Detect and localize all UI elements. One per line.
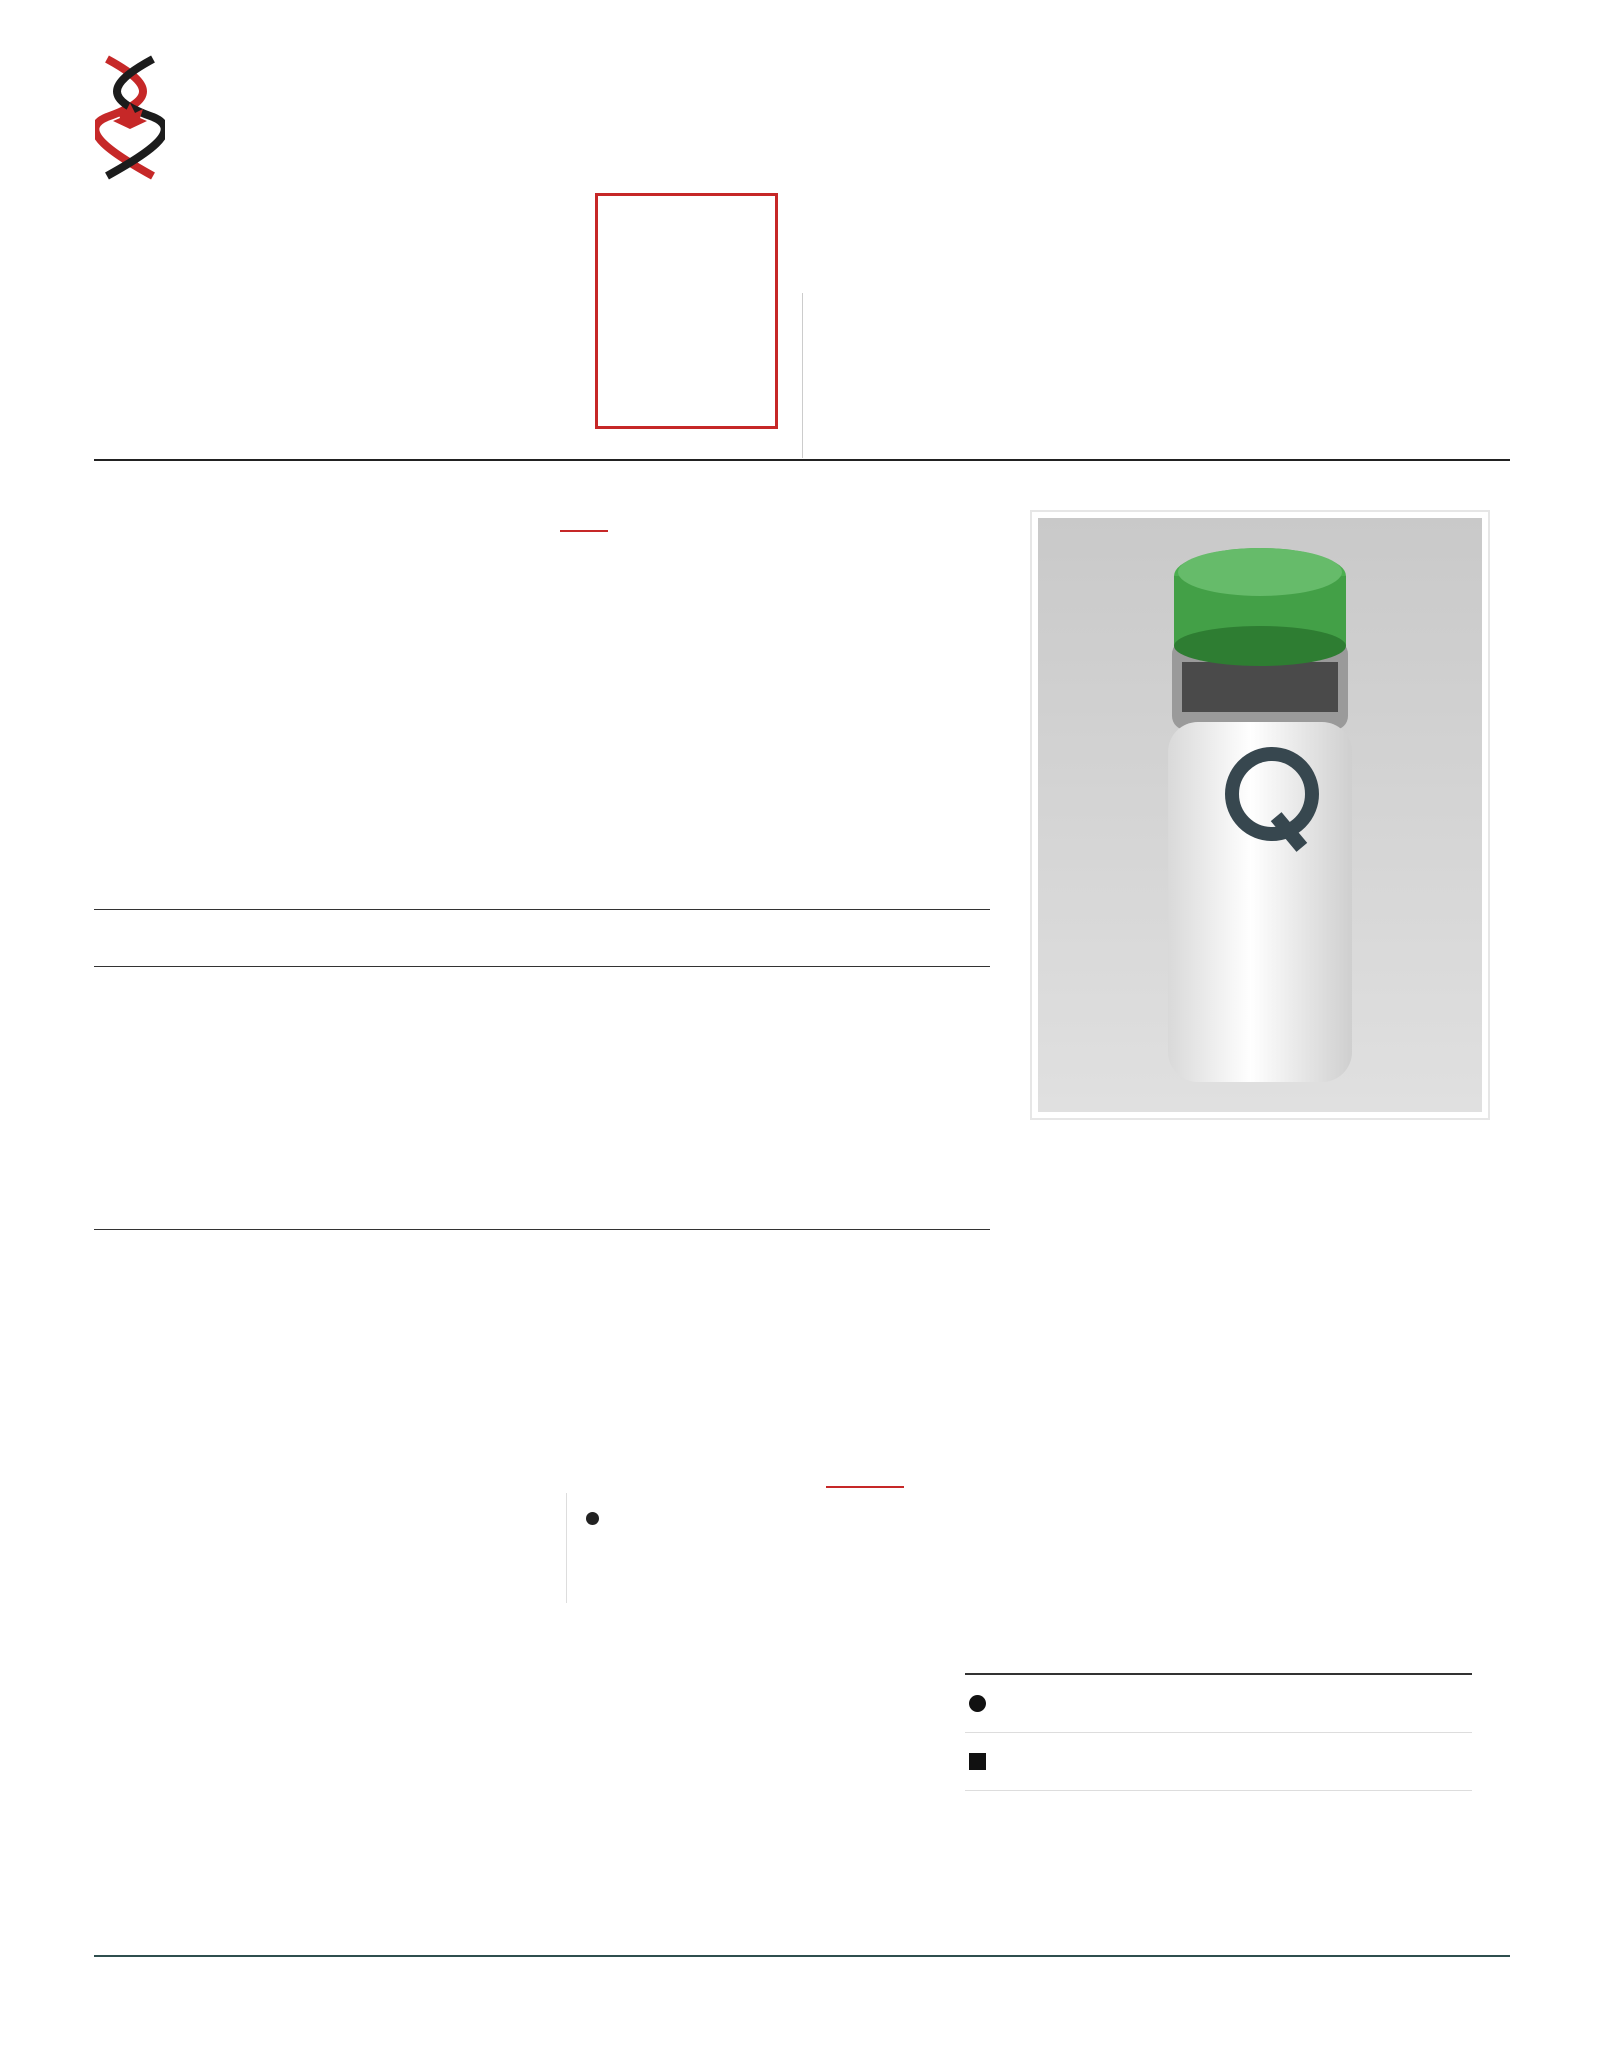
vial-photo-icon bbox=[1032, 512, 1488, 1118]
results-bottom-rule bbox=[94, 1229, 990, 1230]
footer-rule bbox=[94, 1955, 1510, 1957]
sample-photograph bbox=[1030, 510, 1490, 1120]
brand-logo bbox=[95, 55, 165, 180]
precursor-divider bbox=[566, 1493, 567, 1603]
qr-code-icon[interactable] bbox=[618, 239, 760, 381]
quantifier-circle-icon bbox=[969, 1695, 986, 1712]
transition-row-qualifier bbox=[965, 1733, 1472, 1791]
reported-row bbox=[94, 253, 104, 280]
transitions-table bbox=[965, 1625, 1472, 1791]
qr-verify-box[interactable] bbox=[595, 193, 778, 429]
section1-accent bbox=[560, 530, 608, 532]
vertical-divider bbox=[802, 293, 803, 458]
header-rule bbox=[94, 459, 1510, 461]
qualifier-square-icon bbox=[969, 1753, 986, 1770]
quantifier-label bbox=[582, 1509, 601, 1529]
section3-accent bbox=[826, 1486, 904, 1488]
quantifier-dot-icon bbox=[586, 1512, 599, 1525]
transition-row-quantifier bbox=[965, 1675, 1472, 1733]
results-header-rule bbox=[94, 966, 990, 967]
chromatogram-chart bbox=[94, 1615, 954, 1800]
dna-logo-icon bbox=[95, 55, 165, 180]
results-top-rule bbox=[94, 909, 990, 910]
chromatogram-svg bbox=[94, 1615, 954, 1800]
